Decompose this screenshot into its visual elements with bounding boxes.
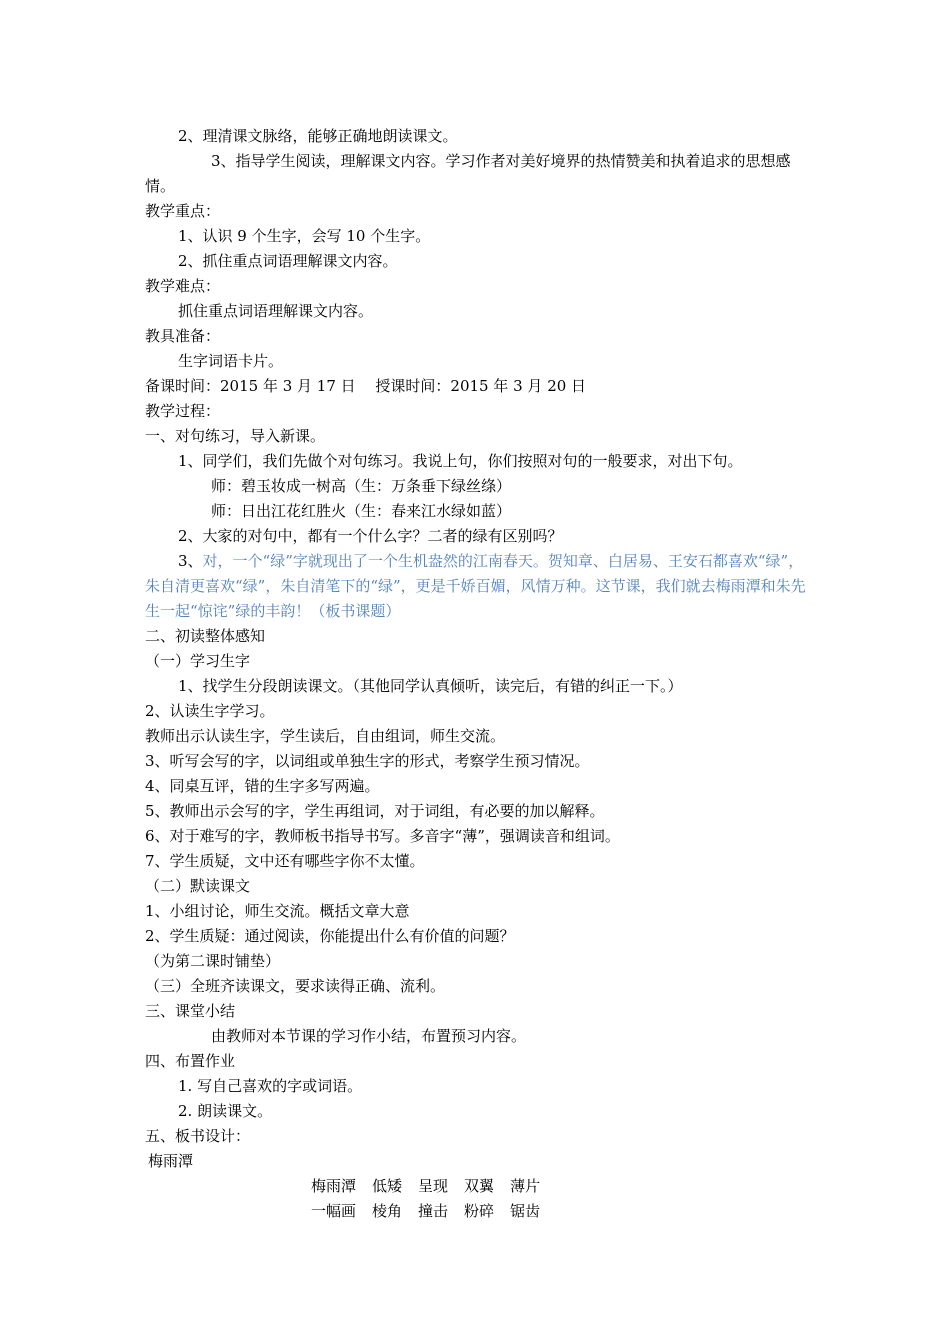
subsection-2-title: （二）默读课文 [145,877,251,895]
subsection-1-item-3: 3、听写会写的字，以词组或单独生字的形式，考察学生预习情况。 [145,752,590,770]
section-1-item-3 [145,549,815,624]
subsection-1-item-2: 2、认读生字学习。 [145,702,275,720]
goal-2: 2、理清课文脉络，能够正确地朗读课文。 [178,127,458,145]
section-4-title: 四、布置作业 [145,1052,236,1070]
key-points-heading: 教学重点： [145,202,221,220]
board-word: 梅雨潭 [311,1177,357,1195]
difficulty-1: 抓住重点词语理解课文内容。 [178,302,374,320]
homework-1: 1. 写自己喜欢的字或词语。 [178,1077,363,1095]
tools-1: 生字词语卡片。 [178,352,284,370]
subsection-1-title: （一）学习生字 [145,652,251,670]
section-3-item-1: 由教师对本节课的学习作小结，布置预习内容。 [211,1027,527,1045]
board-word: 撞击 [418,1202,449,1220]
section-1-title: 一、对句练习，导入新课。 [145,427,326,445]
subsection-1-item-2b: 教师出示认读生字，学生读后，自由组词，师生交流。 [145,727,506,745]
section-1-item-1: 1、同学们，我们先做个对句练习。我说上句，你们按照对句的一般要求，对出下句。 [178,452,743,470]
board-row-1 [311,1174,815,1199]
board-word: 锯齿 [510,1202,541,1220]
board-word: 薄片 [510,1177,541,1195]
couplet-1: 师：碧玉妆成一树高（生：万条垂下绿丝绦） [211,477,512,495]
subsection-1-item-7: 7、学生质疑，文中还有哪些字你不太懂。 [145,852,425,870]
board-word: 双翼 [464,1177,495,1195]
subsection-2-note: （为第二课时铺垫） [145,952,281,970]
goal-3-text: 3、指导学生阅读，理解课文内容。学习作者对美好境界的热情赞美和执着追求的思想感情。 [145,152,791,195]
subsection-1-item-5: 5、教师出示会写的字，学生再组词，对于词组，有必要的加以解释。 [145,802,605,820]
board-word: 一幅画 [311,1202,357,1220]
lesson-plan-body [145,124,815,1224]
board-word: 低矮 [372,1177,403,1195]
board-title: 梅雨潭 [148,1152,194,1170]
board-word: 棱角 [372,1202,403,1220]
tools-heading: 教具准备： [145,327,221,345]
board-word: 呈现 [418,1177,449,1195]
section-5-title: 五、板书设计： [145,1127,251,1145]
schedule-line: 备课时间：2015 年 3 月 17 日 授课时间：2015 年 3 月 20 日 [145,377,587,395]
couplet-2: 师：日出江花红胜火（生：春来江水绿如蓝） [211,502,512,520]
section-2-title: 二、初读整体感知 [145,627,266,645]
item-3-number: 3、 [178,552,203,570]
item-3-highlight-text: 对，一个“绿”字就现出了一个生机盎然的江南春天。贺知章、白居易、王安石都喜欢“绿”，朱自清更喜欢“绿”，朱自清笔下的“绿”，更是千娇百媚，风情万种。这节课，我们就去梅雨潭和朱先生一起“惊诧”绿的丰韵！（板书课题） [145,552,806,620]
board-row-2 [311,1199,815,1224]
subsection-1-item-6: 6、对于难写的字，教师板书指导书写。多音字“薄”，强调读音和组词。 [145,827,620,845]
key-point-2: 2、抓住重点词语理解课文内容。 [178,252,398,270]
process-heading: 教学过程： [145,402,221,420]
difficulty-heading: 教学难点： [145,277,221,295]
key-point-1: 1、认识 9 个生字，会写 10 个生字。 [178,227,431,245]
subsection-3-title: （三）全班齐读课文，要求读得正确、流利。 [145,977,446,995]
subsection-1-item-4: 4、同桌互评，错的生字多写两遍。 [145,777,380,795]
subsection-1-item-1: 1、找学生分段朗读课文。（其他同学认真倾听，读完后，有错的纠正一下。） [178,677,683,695]
goal-3 [145,149,815,199]
subsection-2-item-2: 2、学生质疑：通过阅读，你能提出什么有价值的问题？ [145,927,515,945]
section-3-title: 三、课堂小结 [145,1002,236,1020]
section-1-item-2: 2、大家的对句中，都有一个什么字？二者的绿有区别吗？ [178,527,563,545]
subsection-2-item-1: 1、小组讨论，师生交流。概括文章大意 [145,902,410,920]
homework-2: 2. 朗读课文。 [178,1102,273,1120]
board-word: 粉碎 [464,1202,495,1220]
